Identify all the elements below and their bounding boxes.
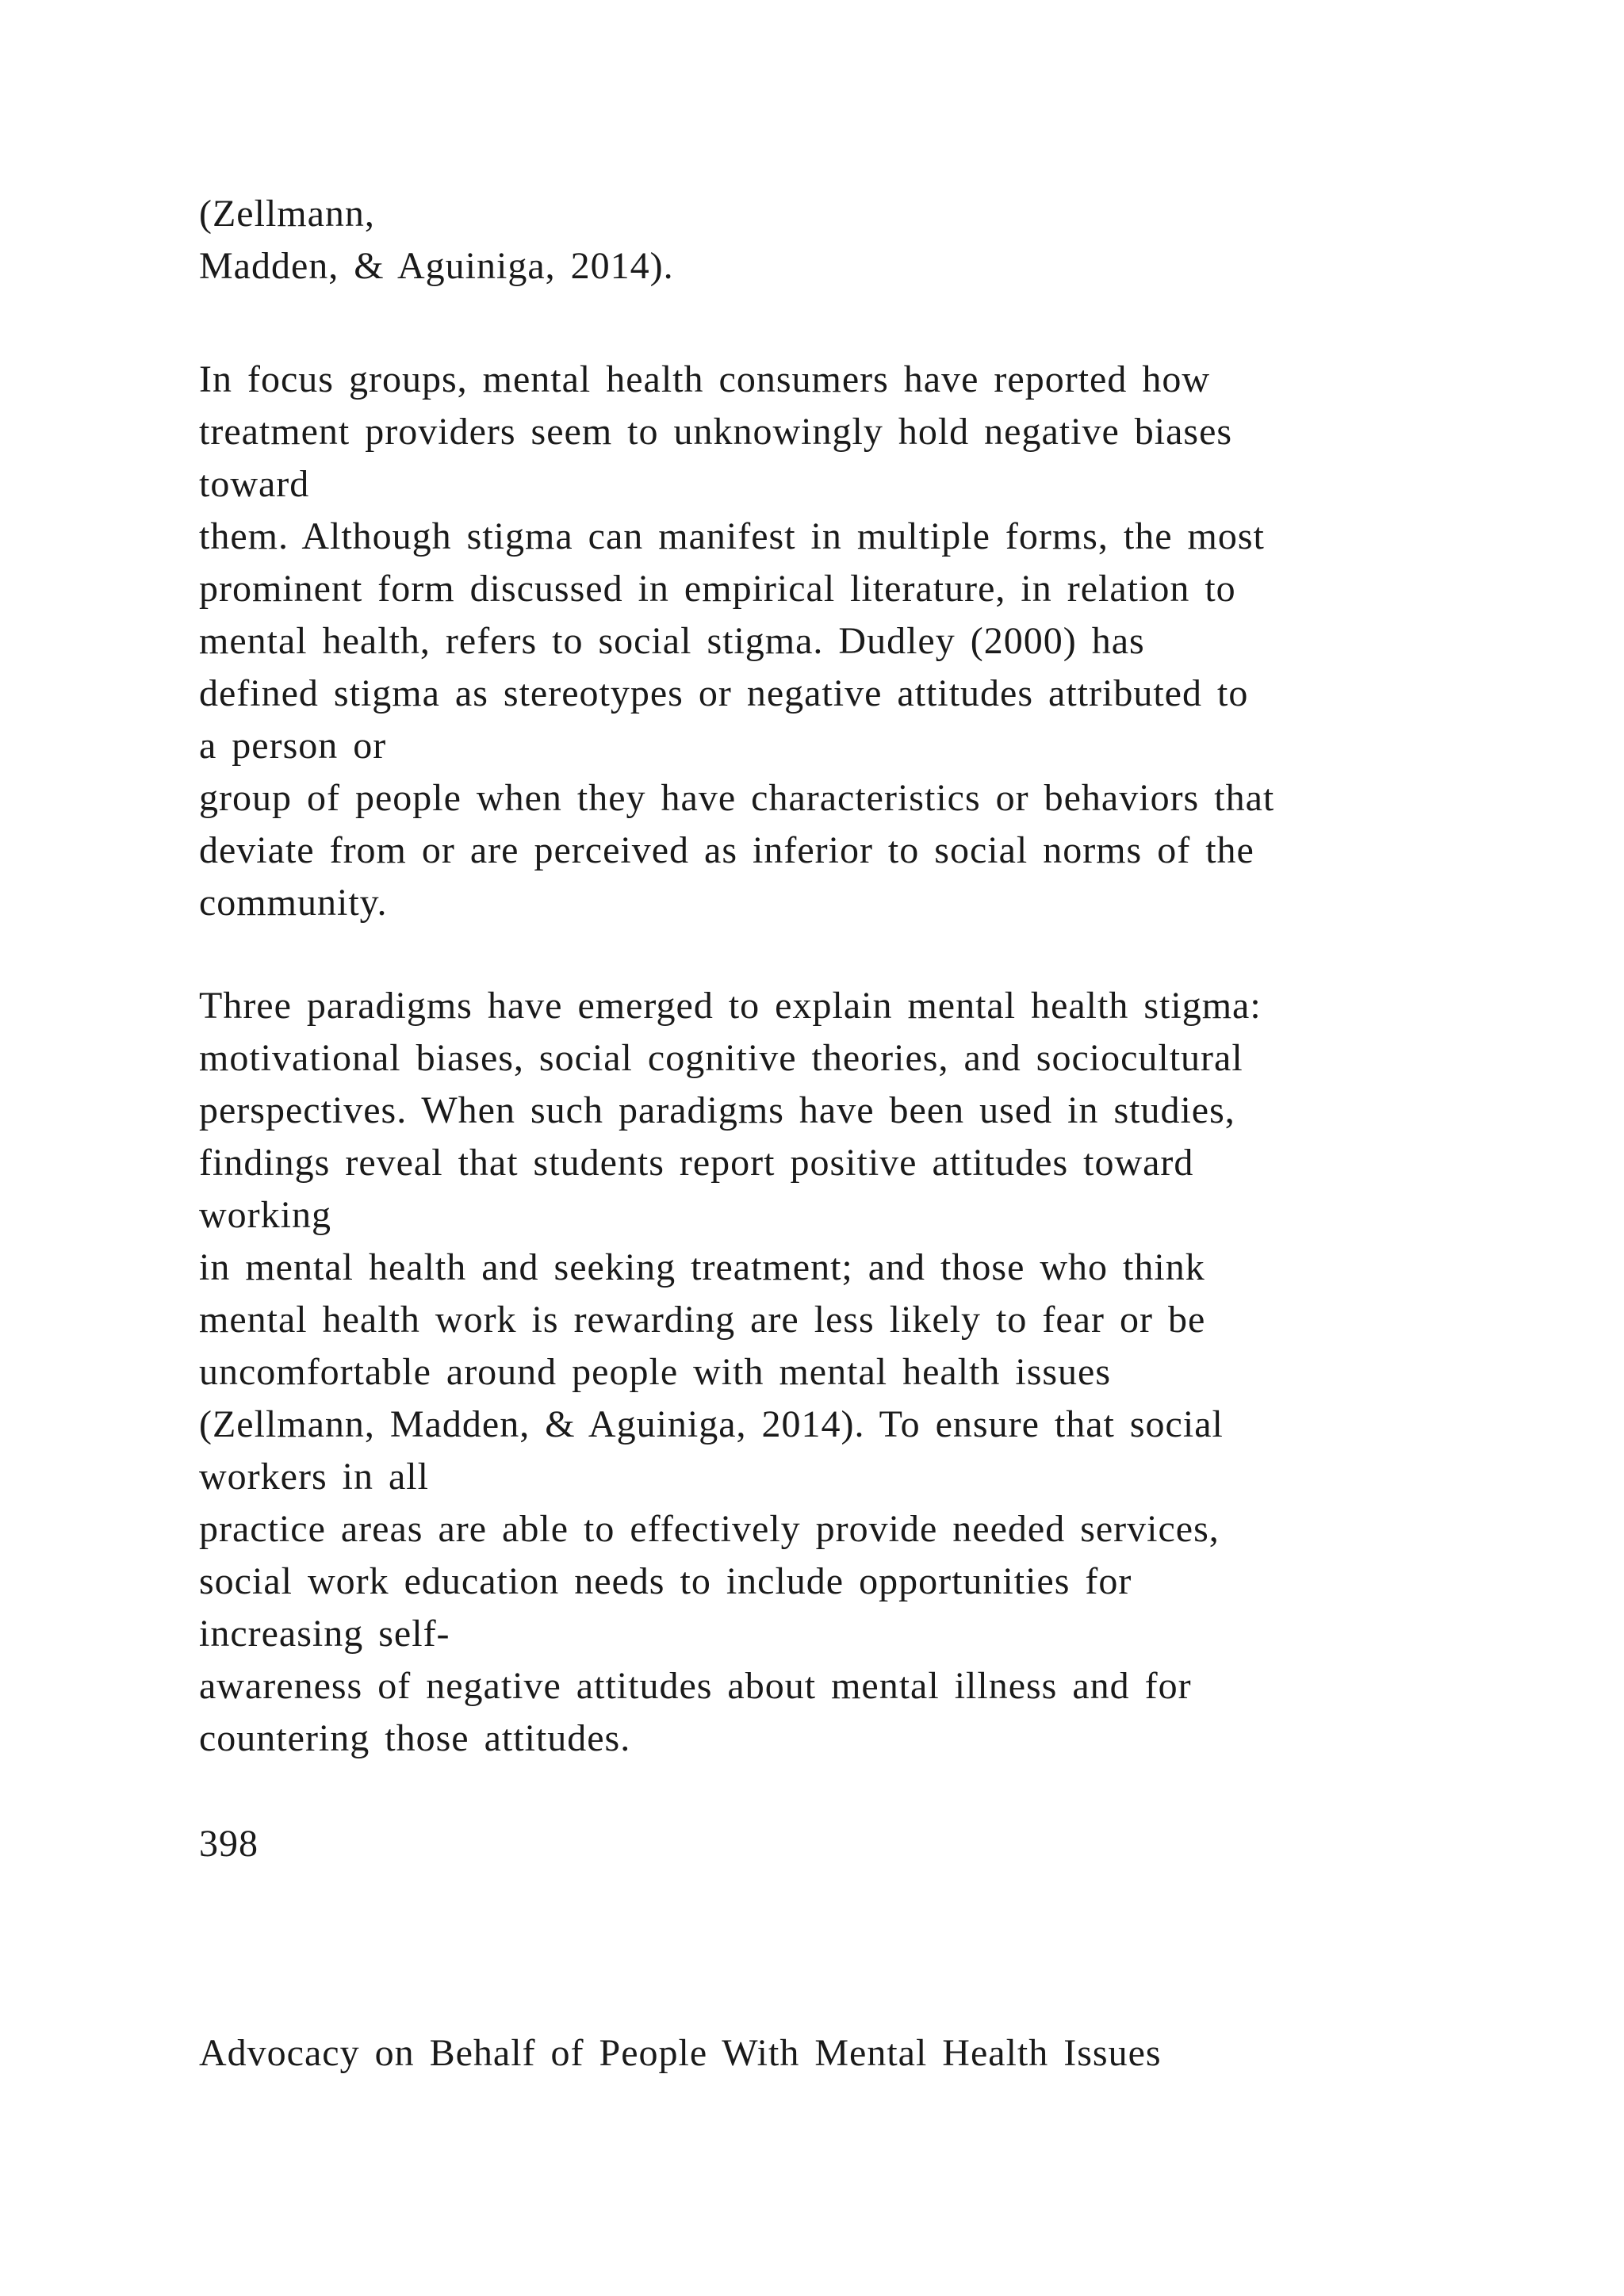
text-line: prominent form discussed in empirical literature, in relation to: [199, 568, 1236, 610]
text-line: deviate from or are perceived as inferior to social norms of the: [199, 829, 1254, 871]
text-line: treatment providers seem to unknowingly hold negative biases: [199, 411, 1233, 453]
text-line: mental health, refers to social stigma. Dudley (2000) has: [199, 620, 1145, 662]
text-line: motivational biases, social cognitive theories, and sociocultural: [199, 1037, 1243, 1079]
text-line: a person or: [199, 725, 387, 767]
paragraph-citation-continuation: [199, 188, 1547, 293]
text-line: findings reveal that students report positive attitudes toward: [199, 1142, 1194, 1184]
text-line: group of people when they have characteristics or behaviors that: [199, 777, 1275, 819]
text-line: mental health work is rewarding are less likely to fear or be: [199, 1299, 1206, 1341]
text-line: Madden, & Aguiniga, 2014).: [199, 245, 674, 287]
text-line: toward: [199, 463, 310, 505]
page-number-text: 398: [199, 1823, 259, 1865]
text-line: workers in all: [199, 1456, 429, 1498]
text-line: them. Although stigma can manifest in multiple forms, the most: [199, 515, 1265, 557]
text-line: (Zellmann, Madden, & Aguiniga, 2014). To ensure that social: [199, 1403, 1224, 1445]
paragraph-focus-groups: [199, 354, 1547, 929]
text-line: practice areas are able to effectively provide needed services,: [199, 1508, 1220, 1550]
text-line: community.: [199, 882, 388, 924]
text-line: defined stigma as stereotypes or negative attitudes attributed to: [199, 672, 1249, 714]
running-footer-text: Advocacy on Behalf of People With Mental Health Issues: [199, 2032, 1162, 2074]
text-line: increasing self-: [199, 1613, 450, 1655]
text-line: social work education needs to include opportunities for: [199, 1560, 1132, 1602]
text-line: perspectives. When such paradigms have been used in studies,: [199, 1089, 1235, 1131]
text-line: Three paradigms have emerged to explain mental health stigma:: [199, 985, 1262, 1027]
text-line: In focus groups, mental health consumers have reported how: [199, 358, 1210, 400]
page-number: [199, 1818, 1547, 1870]
text-line: in mental health and seeking treatment; and those who think: [199, 1246, 1205, 1288]
text-line: working: [199, 1194, 331, 1236]
text-line: (Zellmann,: [199, 193, 375, 235]
running-footer: [199, 2027, 1547, 2080]
text-line: countering those attitudes.: [199, 1717, 631, 1759]
text-line: awareness of negative attitudes about mental illness and for: [199, 1665, 1192, 1707]
text-line: uncomfortable around people with mental health issues: [199, 1351, 1112, 1393]
paragraph-three-paradigms: [199, 980, 1547, 1765]
